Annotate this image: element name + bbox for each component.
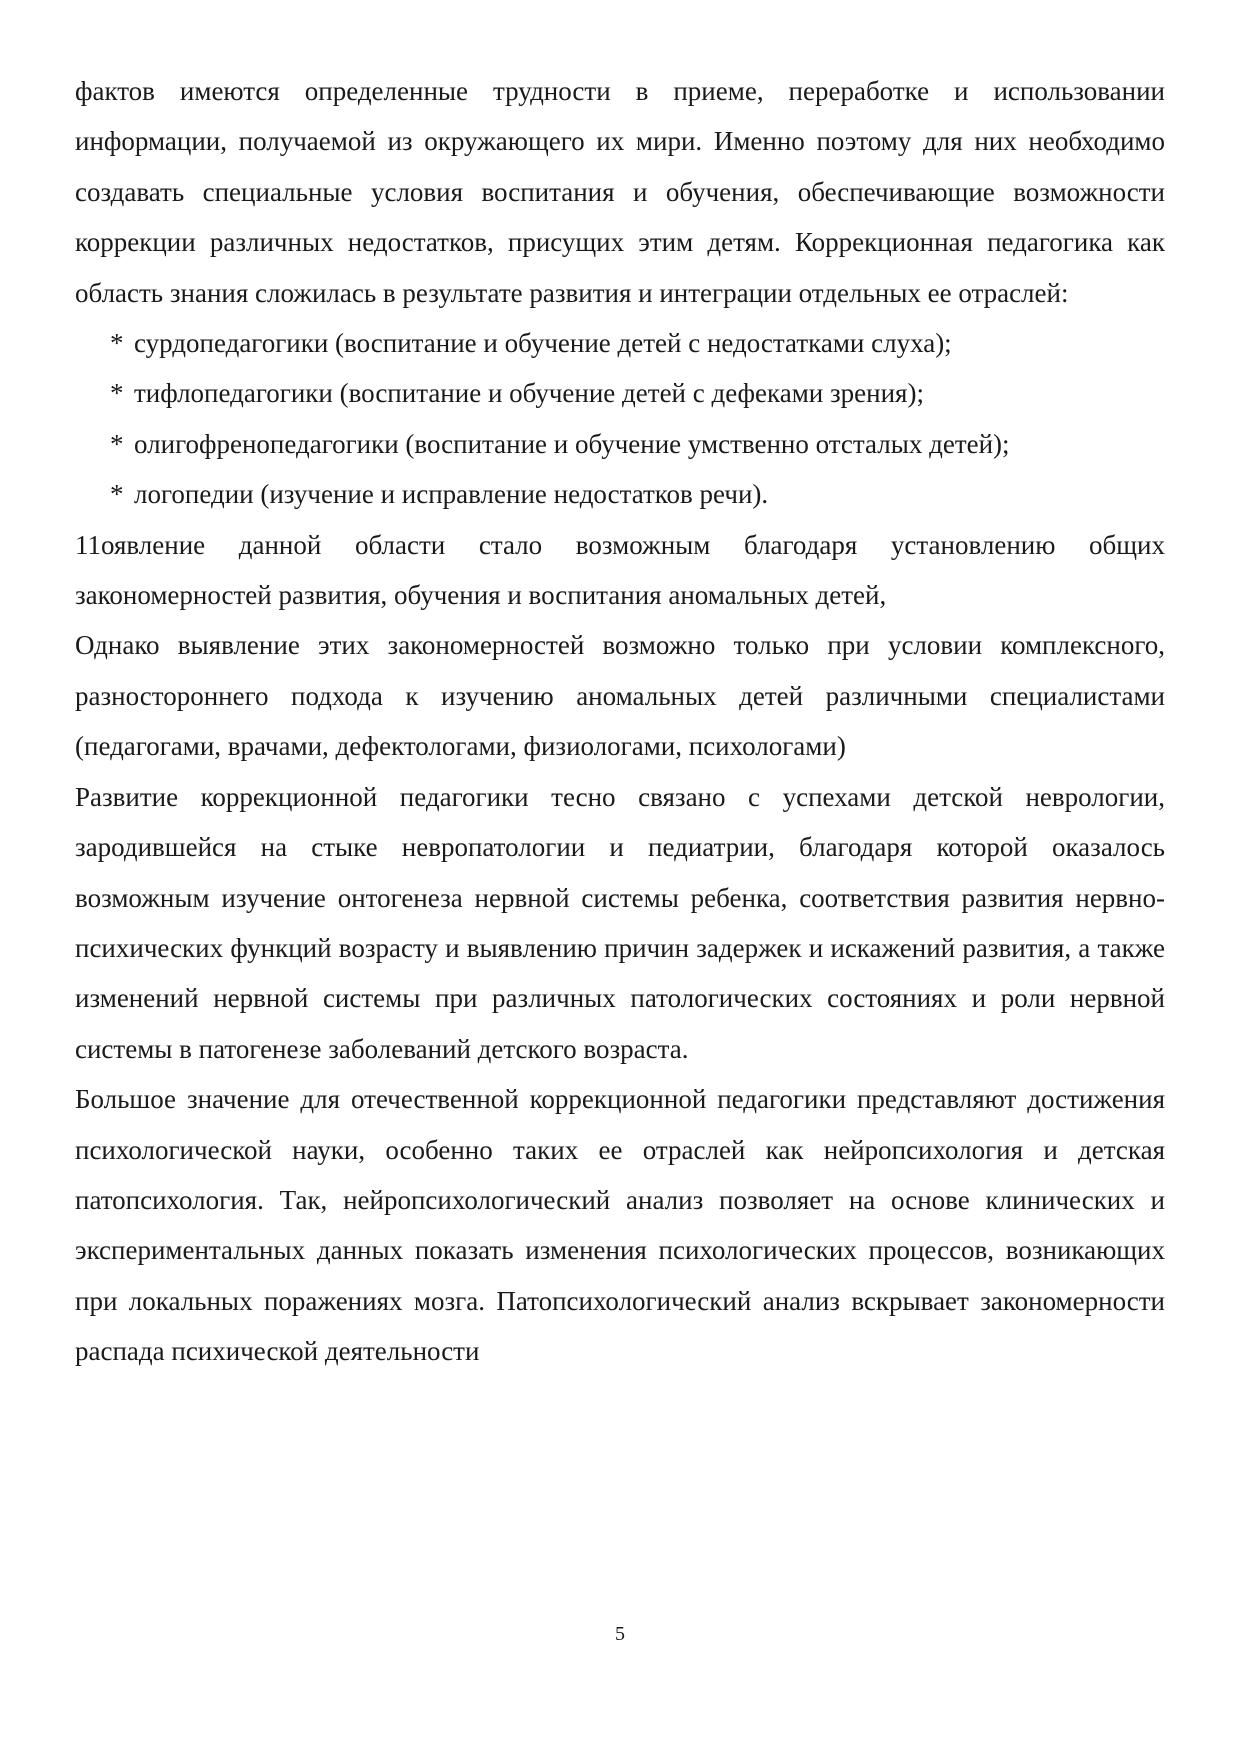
list-item-text: олигофренопедагогики (воспитание и обучение умственно отсталых детей); (134, 428, 1010, 459)
list-item-text: сурдопедагогики (воспитание и обучение детей с недостатками слуха); (134, 328, 952, 359)
bullet-marker: * (110, 328, 124, 359)
list-item (110, 318, 1165, 368)
page-number: 5 (615, 1623, 625, 1645)
bullet-marker: * (110, 479, 124, 510)
paragraph-psychology: Большое значение для отечественной коррекционной педагогики представляют достижения психологической науки, особенно таких ее отраслей как нейропсихология и детская патопсихология. Так, нейропсихологический анализ позволяет на основе клинических и экспериментальных данных показать изменения психологических процессов, возникающих при локальных поражениях мозга. Патопсихологический анализ вскрывает закономерности распада психической деятельности (75, 1084, 1165, 1367)
paragraph-neurology: Развитие коррекционной педагогики тесно связано с успехами детской неврологии, зародившейся на стыке невропатологии и педиатрии, благодаря которой оказалось возможным изучение онтогенеза нервной системы ребенка, соответствия развития нервно-психических функций возрасту и выявлению причин задержек и искажений развития, а также изменений нервной системы при различных патологических состояниях и роли нервной системы в патогенезе заболеваний детского возраста. (75, 781, 1165, 1064)
list-item-text: тифлопедагогики (воспитание и обучение детей с дефеками зрения); (134, 378, 924, 409)
bullet-marker: * (110, 428, 124, 459)
list-item-text: логопедии (изучение и исправление недостатков речи). (134, 479, 769, 510)
bullet-marker: * (110, 378, 124, 409)
paragraph-emergence: 11оявление данной области стало возможным благодаря установлению общих закономерностей развития, обучения и воспитания аномальных детей, (75, 529, 1165, 611)
branches-list (75, 318, 1165, 520)
body-text (75, 66, 1165, 1377)
list-item (110, 469, 1165, 519)
list-item (110, 419, 1165, 469)
paragraph-complex-approach: Однако выявление этих закономерностей возможно только при условии комплексного, разностороннего подхода к изучению аномальных детей различными специалистами (педагогами, врачами, дефектологами, физиологами, психологами) (75, 630, 1165, 762)
list-item (110, 368, 1165, 418)
paragraph-intro: фактов имеются определенные трудности в приеме, переработке и использовании информации, получаемой из окружающего их мири. Именно поэтому для них необходимо создавать специальные условия воспитания и обучения, обеспечивающие возможности коррекции различных недостатков, присущих этим детям. Коррекционная педагогика как область знания сложилась в результате развития и интеграции отдельных ее отраслей: (75, 76, 1165, 308)
